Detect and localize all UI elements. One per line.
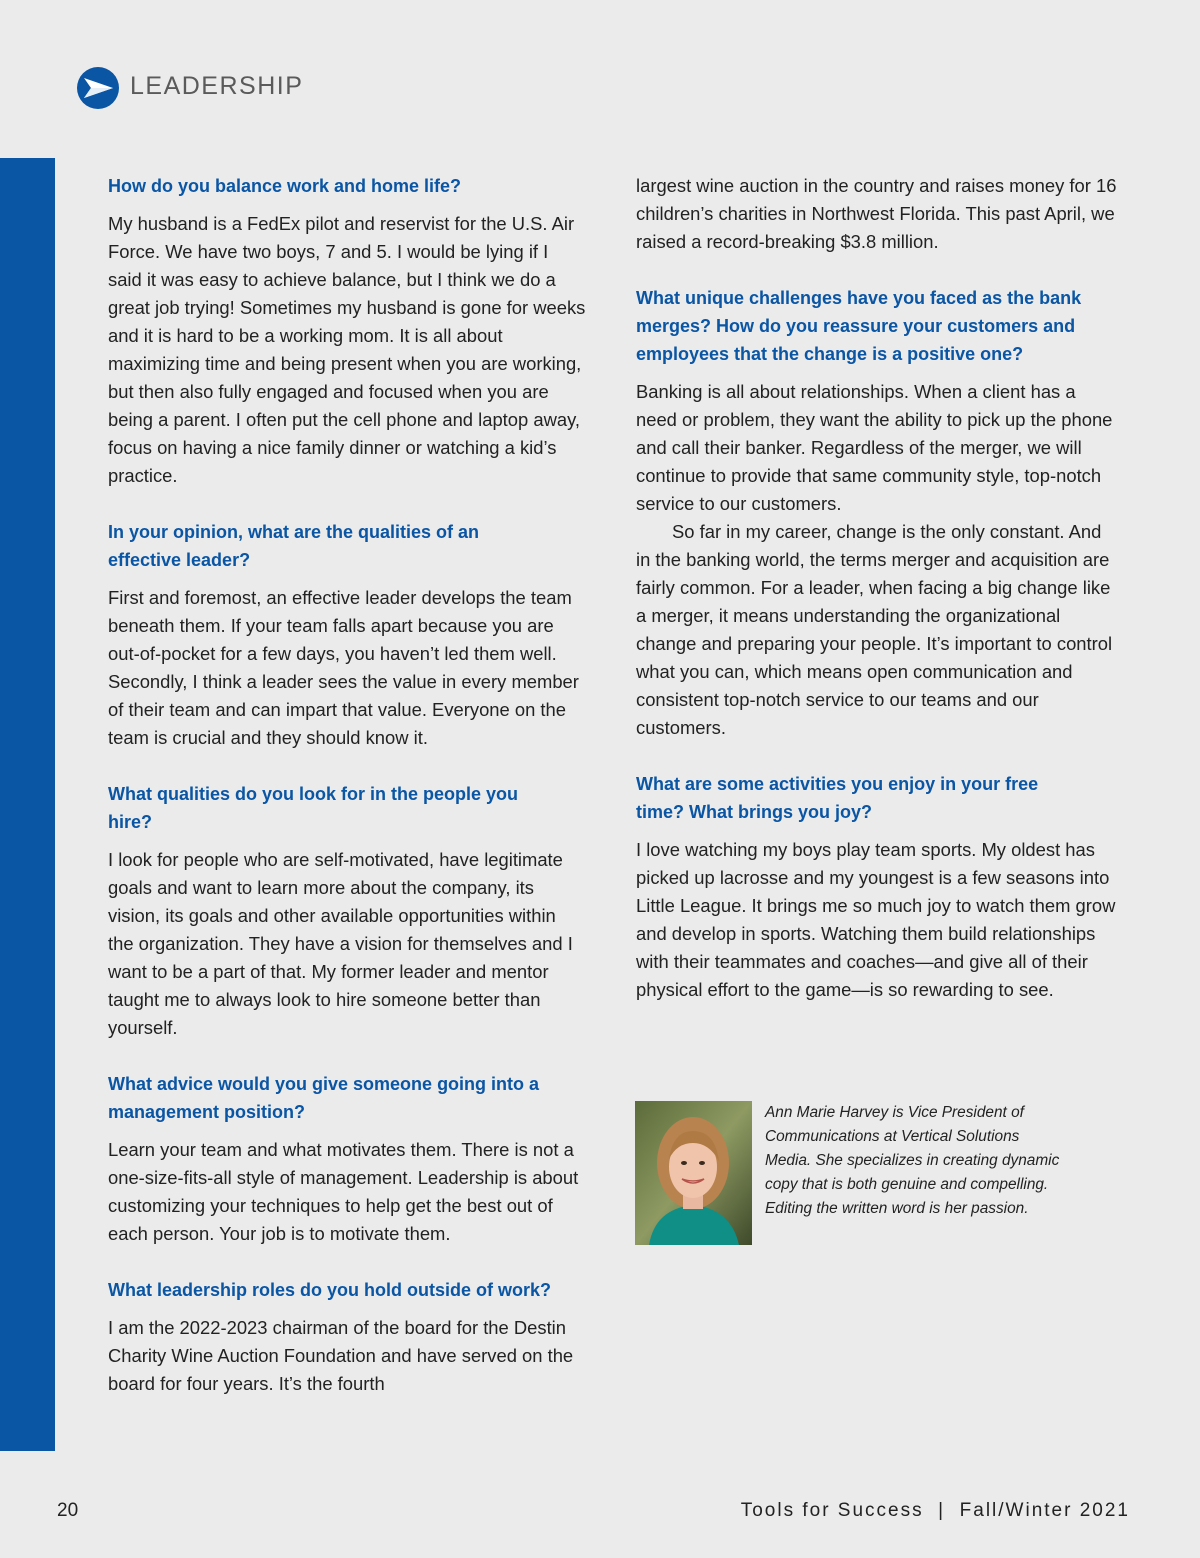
answer-paragraph: So far in my career, change is the only constant. And in the banking world, the terms merger and acquisition are fairly common. For a leader, when facing a big change like a merger, it means understanding the organizational change and preparing your people. It’s important to control what you can, which means open communication and consistent top-notch service to our teams and our customers. <box>636 521 1113 738</box>
answer-paragraph: First and foremost, an effective leader develops the team beneath them. If your team falls apart because you are out-of-pocket for a few days, you haven’t led them well. Secondly, I think a leader sees the value in every member of their team and can impart that value. Everyone on the team is crucial and they should know it. <box>108 587 579 748</box>
author-bio-text: Ann Marie Harvey is Vice President of Communications at Vertical Solutions Media. She specializes in creating dynamic copy that is both genuine and compelling. Editing the written word is her passion. <box>765 1104 1060 1217</box>
answer-paragraph: I look for people who are self-motivated, have legitimate goals and want to learn more about the company, its vision, its goals and other available opportunities within the organization. They have a vision for themselves and I want to be a part of that. My former leader and mentor taught me to always look to hire someone better than yourself. <box>108 849 573 1038</box>
qa-section <box>108 518 586 752</box>
author-bio <box>635 1101 1115 1247</box>
question-heading: What are some activities you enjoy in your free time? What brings you joy? <box>636 774 1039 822</box>
qa-section <box>108 172 586 490</box>
question-heading: What unique challenges have you faced as the bank merges? How do you reassure your customers and employees that the change is a positive one? <box>636 288 1082 364</box>
play-arrow-logo-icon <box>76 66 120 110</box>
question-heading: How do you balance work and home life? <box>108 176 462 196</box>
answer-paragraph: Banking is all about relationships. When a client has a need or problem, they want the ability to pick up the phone and call their banker. Regardless of the merger, we will continue to provide that same community style, top-notch service to our customers. <box>636 381 1113 514</box>
qa-section <box>108 1070 586 1248</box>
question-heading: What qualities do you look for in the people you hire? <box>108 784 519 832</box>
answer-paragraph: Learn your team and what motivates them. There is not a one-size-fits-all style of management. Leadership is about customizing your techniques to help get the best out of each person. Your job is to motivate them. <box>108 1139 579 1244</box>
qa-section <box>108 780 586 1042</box>
question-heading: What advice would you give someone going into a management position? <box>108 1074 540 1122</box>
page-number: 20 <box>57 1500 79 1521</box>
question-heading: In your opinion, what are the qualities of an effective leader? <box>108 522 480 570</box>
section-label: LEADERSHIP <box>130 72 304 100</box>
question-heading: What leadership roles do you hold outside of work? <box>108 1280 552 1300</box>
accent-side-bar <box>0 158 55 1451</box>
right-column <box>636 172 1120 1032</box>
qa-section <box>636 284 1120 742</box>
qa-section <box>636 770 1120 1004</box>
answer-paragraph: I am the 2022-2023 chairman of the board for the Destin Charity Wine Auction Foundation and have served on the board for four years. It’s the fourth <box>108 1317 574 1394</box>
publication-footer: Tools for Success | Fall/Winter 2021 <box>740 1500 1130 1521</box>
left-column <box>108 172 586 1398</box>
continued-paragraph: largest wine auction in the country and raises money for 16 children’s charities in Northwest Florida. This past April, we raised a record-breaking $3.8 million. <box>636 175 1117 252</box>
answer-paragraph: My husband is a FedEx pilot and reservist for the U.S. Air Force. We have two boys, 7 and 5. I would be lying if I said it was easy to achieve balance, but I think we do a great job trying! Sometimes my husband is gone for weeks and it is hard to be a working mom. It is all about maximizing time and being present when you are working, but then also fully engaged and focused when you are being a parent. I often put the cell phone and laptop away, focus on having a nice family dinner or watching a kid’s practice. <box>108 213 586 486</box>
author-photo <box>635 1101 752 1245</box>
qa-section <box>108 1276 586 1398</box>
answer-paragraph: I love watching my boys play team sports. My oldest has picked up lacrosse and my youngest is a few seasons into Little League. It brings me so much joy to watch them grow and develop in sports. Watching them build relationships with their teammates and coaches—and give all of their physical effort to the game—is so rewarding to see. <box>636 839 1116 1000</box>
